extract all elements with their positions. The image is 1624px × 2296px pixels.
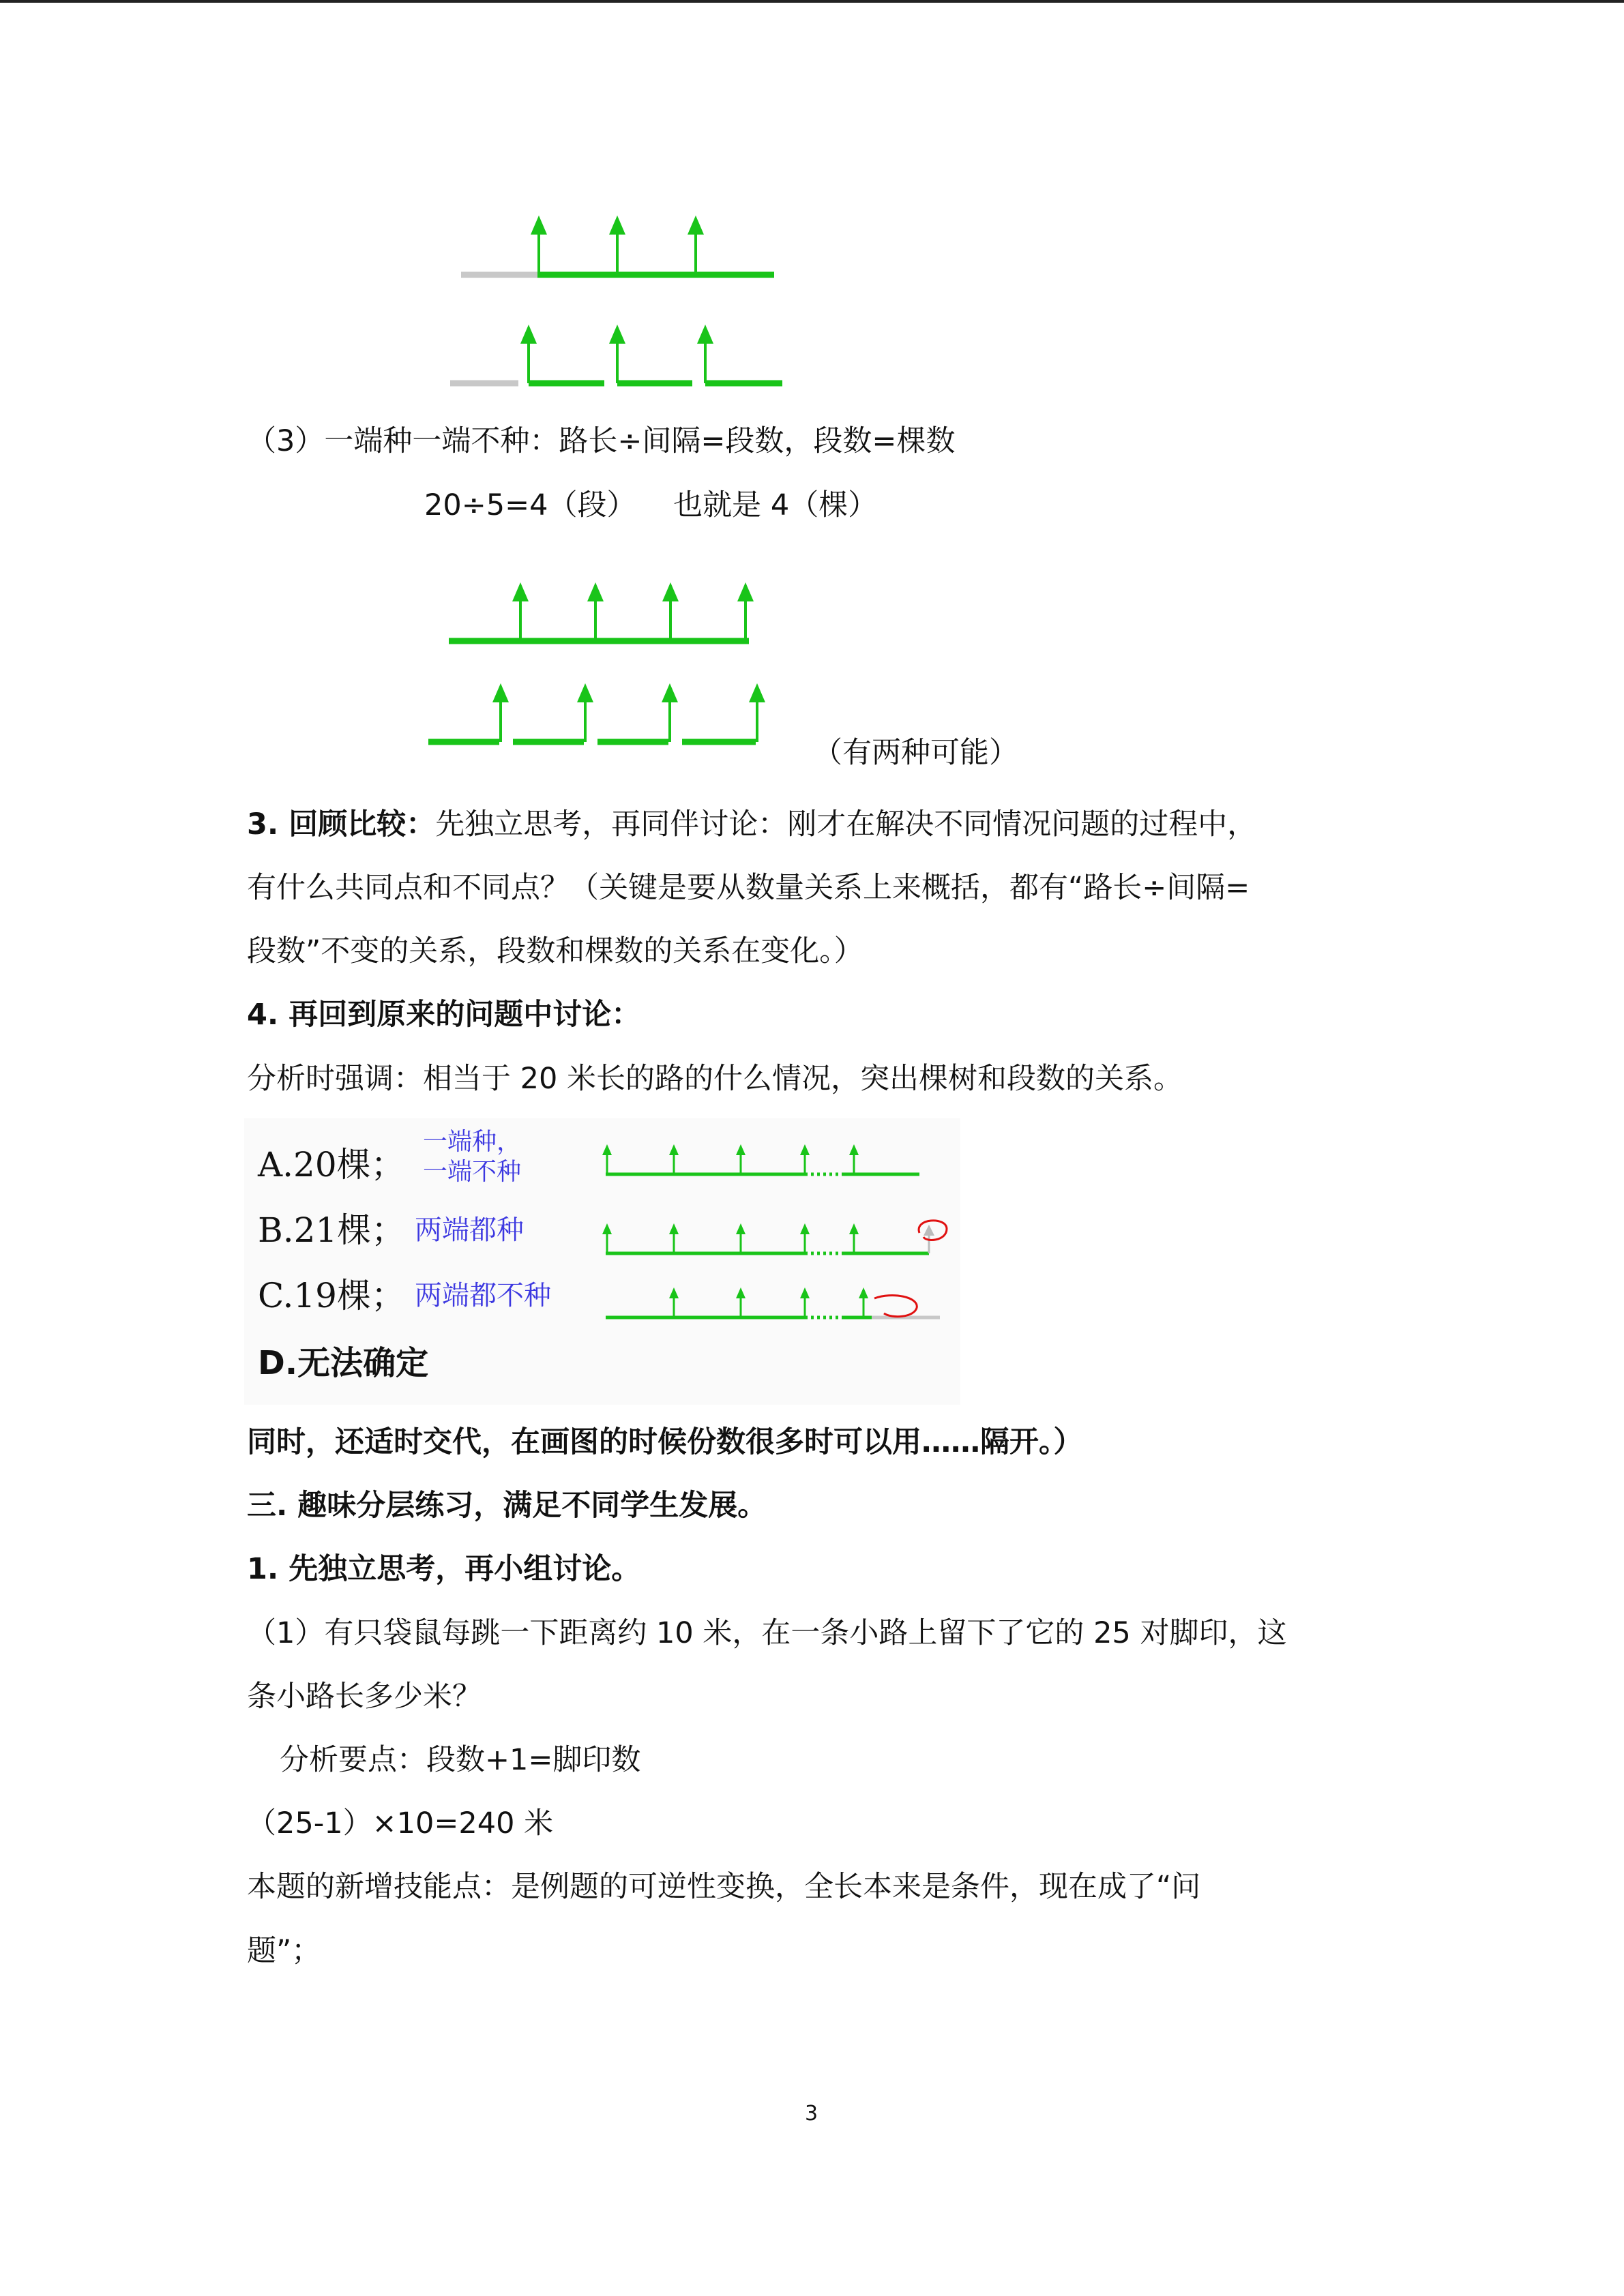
page-number: 3 <box>805 2102 818 2126</box>
part3-heading: 三. 趣味分层练习，满足不同学生发展。 <box>247 1489 767 1523</box>
exercise1-skill-line1: 本题的新增技能点：是例题的可逆性变换，全长本来是条件，现在成了“问 <box>247 1870 1201 1904</box>
option-c-diagram <box>606 1287 940 1317</box>
diagram-top-pair <box>450 205 805 396</box>
option-c-note: 两端都不种 <box>415 1280 551 1311</box>
diagram-row-3 <box>449 582 754 641</box>
exercise1-heading: 1. 先独立思考，再小组讨论。 <box>247 1552 641 1586</box>
section3-line2: 有什么共同点和不同点？（关键是要从数量关系上来概括，都有“路长÷间隔= <box>247 871 1250 905</box>
option-a-label: A.20棵； <box>258 1145 405 1184</box>
option-d-label: D.无法确定 <box>258 1344 429 1382</box>
option-a-note-line2: 一端不种 <box>423 1158 522 1186</box>
section3-text <box>247 804 1256 845</box>
section3-heading: 3. 回顾比较： <box>247 807 436 841</box>
diagram-row-4 <box>428 683 765 742</box>
case3-caption: （有两种可能） <box>813 736 1018 770</box>
page-top-border <box>0 0 1624 3</box>
option-b-note: 两端都种 <box>415 1214 524 1246</box>
exercise1-question-line1: （1）有只袋鼠每跳一下距离约 10 米，在一条小路上留下了它的 25 对脚印，这 <box>247 1616 1287 1650</box>
exercise1-calculation: （25-1）×10=240 米 <box>247 1806 554 1840</box>
diagram-one-end <box>409 573 791 757</box>
option-b-diagram <box>602 1221 947 1253</box>
section4-body: 分析时强调：相当于 20 米长的路的什么情况，突出棵树和段数的关系。 <box>247 1062 1183 1096</box>
section3-line3: 段数”不变的关系，段数和棵数的关系在变化。） <box>247 934 863 968</box>
option-c-label: C.19棵； <box>258 1276 405 1315</box>
options-slide <box>244 1118 960 1405</box>
section4-note: 同时，还适时交代，在画图的时候份数很多时可以用……隔开。） <box>247 1425 1083 1459</box>
case3-rule: （3）一端种一端不种：路长÷间隔=段数，段数=棵数 <box>247 424 956 458</box>
diagram-row-1 <box>461 215 774 275</box>
section3-body: 先独立思考，再同伴讨论：刚才在解决不同情况问题的过程中， <box>435 807 1257 841</box>
exercise1-question-line2: 条小路长多少米？ <box>247 1680 482 1714</box>
option-a-diagram <box>602 1144 919 1174</box>
options-diagrams <box>244 1118 960 1405</box>
exercise1-skill-line2: 题”； <box>247 1934 321 1968</box>
option-a-note-line1: 一端种， <box>423 1128 522 1156</box>
exercise1-key-point: 分析要点：段数+1=脚印数 <box>280 1743 641 1777</box>
case3-calculation: 20÷5=4（段） 也就是 4（棵） <box>424 488 878 522</box>
section4-heading: 4. 再回到原来的问题中讨论： <box>247 998 641 1032</box>
option-b-label: B.21棵； <box>258 1210 406 1250</box>
diagram-row-2 <box>450 325 782 383</box>
